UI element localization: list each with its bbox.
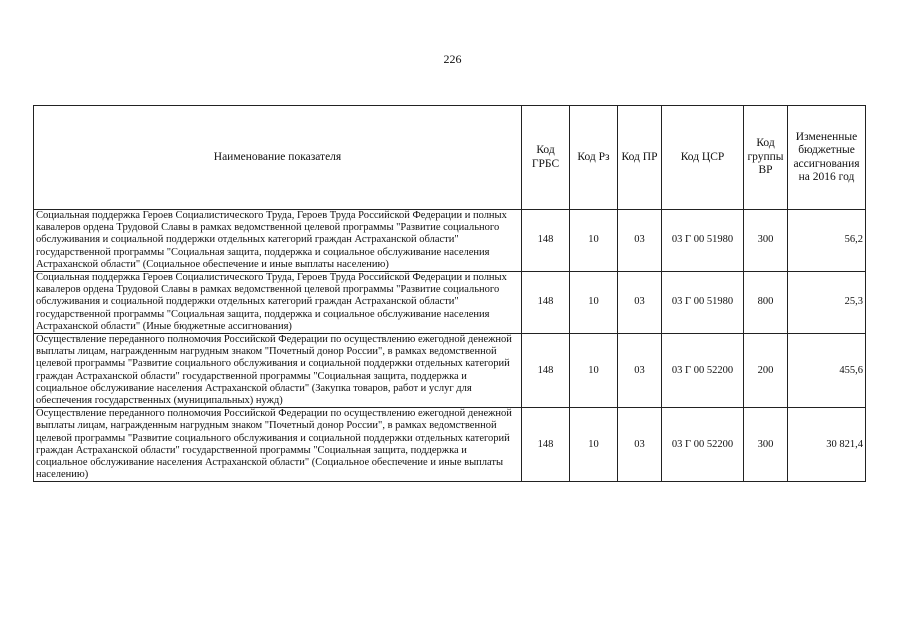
header-amount: Измененные бюджетные ассигнования на 2016 год [788, 106, 866, 210]
row-amount: 25,3 [788, 272, 866, 334]
header-name: Наименование показателя [34, 106, 522, 210]
row-name: Осуществление переданного полномочия Российской Федерации по осуществлению ежегодной денежной выплаты лицам, награжденным нагрудным знаком "Почетный донор России", в рамках ведомственной целевой программы "Развитие социального обслуживания и социальной поддержки отдельных категорий граждан Астраханской области" государственной программы "Социальная защита, поддержка и социальное обслуживание населения Астраханской области" (Социальное обеспечение и иные выплаты населению) [34, 408, 522, 482]
row-vr: 200 [744, 334, 788, 408]
row-vr: 300 [744, 408, 788, 482]
row-csr: 03 Г 00 51980 [662, 272, 744, 334]
row-csr: 03 Г 00 52200 [662, 334, 744, 408]
row-grbs: 148 [522, 272, 570, 334]
row-name: Социальная поддержка Героев Социалистического Труда, Героев Труда Российской Федерации и полных кавалеров ордена Трудовой Славы в рамках ведомственной целевой программы "Развитие социального обслуживания и социальной поддержки отдельных категорий граждан Астраханской области" государственной программы "Социальная защита, поддержка и социальное обслуживание населения Астраханской области" (Социальное обеспечение и иные выплаты населению) [34, 210, 522, 272]
row-vr: 300 [744, 210, 788, 272]
header-csr: Код ЦСР [662, 106, 744, 210]
table-row [34, 408, 866, 482]
row-csr: 03 Г 00 51980 [662, 210, 744, 272]
row-grbs: 148 [522, 210, 570, 272]
row-rz: 10 [570, 408, 618, 482]
row-grbs: 148 [522, 408, 570, 482]
row-amount: 56,2 [788, 210, 866, 272]
row-amount: 455,6 [788, 334, 866, 408]
row-rz: 10 [570, 210, 618, 272]
row-pr: 03 [618, 408, 662, 482]
row-vr: 800 [744, 272, 788, 334]
row-name: Социальная поддержка Героев Социалистического Труда, Героев Труда Российской Федерации и полных кавалеров ордена Трудовой Славы в рамках ведомственной целевой программы "Развитие социального обслуживания и социальной поддержки отдельных категорий граждан Астраханской области" государственной программы "Социальная защита, поддержка и социальное обслуживание населения Астраханской области" (Иные бюджетные ассигнования) [34, 272, 522, 334]
table-row [34, 272, 866, 334]
row-rz: 10 [570, 334, 618, 408]
header-rz: Код Рз [570, 106, 618, 210]
row-name: Осуществление переданного полномочия Российской Федерации по осуществлению ежегодной денежной выплаты лицам, награжденным нагрудным знаком "Почетный донор России", в рамках ведомственной целевой программы "Развитие социального обслуживания и социальной поддержки отдельных категорий граждан Астраханской области" государственной программы "Социальная защита, поддержка и социальное обслуживание населения Астраханской области" (Закупка товаров, работ и услуг для обеспечения государственных (муниципальных) нужд) [34, 334, 522, 408]
table-row [34, 210, 866, 272]
row-pr: 03 [618, 210, 662, 272]
table-row [34, 334, 866, 408]
row-grbs: 148 [522, 334, 570, 408]
budget-table [33, 105, 866, 482]
header-pr: Код ПР [618, 106, 662, 210]
page-number: 226 [443, 52, 462, 66]
row-pr: 03 [618, 334, 662, 408]
row-csr: 03 Г 00 52200 [662, 408, 744, 482]
row-rz: 10 [570, 272, 618, 334]
row-pr: 03 [618, 272, 662, 334]
header-vr: Код группы ВР [744, 106, 788, 210]
row-amount: 30 821,4 [788, 408, 866, 482]
header-grbs: Код ГРБС [522, 106, 570, 210]
table-header-row [34, 106, 866, 210]
